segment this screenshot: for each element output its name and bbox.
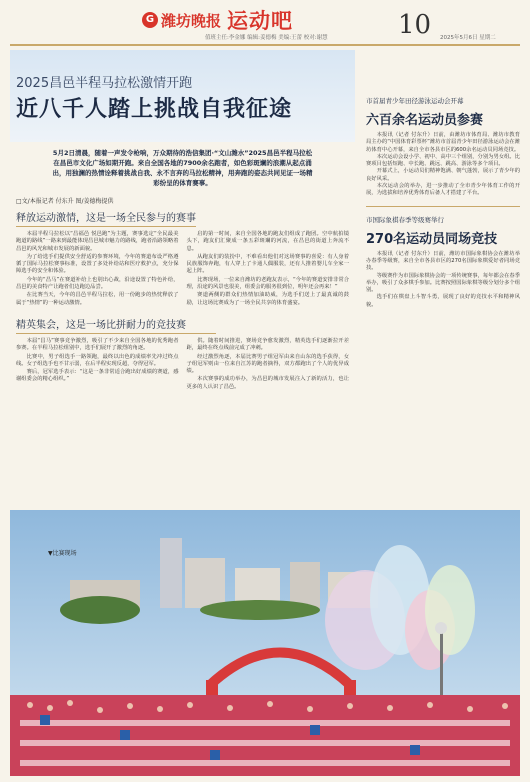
paragraph: 启的第一时间，来自全国各地的跑友们组成了跑团。空中航拍镜头下，跑友们汇聚成一条五彩斑斓的河流，在昌邑的街道上奔流不息。 — [186, 231, 349, 252]
issue-date: 2025年5月6日 星期二 — [440, 35, 496, 41]
paragraph: 选手们在棋盘上斗智斗勇，展现了良好的竞技水平和精神风貌。 — [366, 294, 520, 308]
paragraph: 为了给选手们提供安全舒适的参赛环境，今年的赛道布设严格遵循了国际马拉松赛事标准，设置了多处补给站和医疗救护点，充分保障选手的安全和体验。 — [16, 253, 179, 275]
paragraph: 本报讯（记者 付东升）日前，由潍坊市体育局、潍坊市教育局主办的“中国体育彩票杯”潍坊市首届青少年田径游泳运动会在潍坊体育中心开幕，来自全市各县市区的600余名运动员同场竞技。 — [366, 132, 520, 153]
paragraph: 赛后，冠军选手表示：“这是一条非常适合跑出好成绩的赛道，感谢组委会的精心组织。” — [16, 369, 179, 383]
side-article-1 — [366, 96, 520, 198]
paragraph: 本届“昌马”赛事竞争激烈，吸引了不少来自全国各地的优秀跑者参赛。在半程马拉松组别中，选手们展开了激烈的角逐。 — [16, 337, 179, 352]
paragraph: 比赛中，男子组选手一路领跑，最终以出色的成绩率先冲过终点线。女子组选手也不甘示弱，在后半程实现反超，夺得冠军。 — [16, 353, 179, 367]
article-byline: □文/本报记者 付东升 图/姜德梅提供 — [16, 198, 114, 205]
paragraph: 从跑友们的装扮中，不难看出他们对这场赛事的喜爱：有人身着民族服饰奔跑，有人穿上了卡通人偶服装，还有人推着婴儿车全家一起上阵。 — [186, 253, 349, 275]
paragraph: 本次运动会的举办，进一步推动了全市青少年体育工作的开展，为选拔和培养优秀体育后备人才搭建了平台。 — [366, 183, 520, 197]
paragraph: 本次赛事的成功举办，为昌邑的城市发展注入了新的活力，也让更多的人认识了昌邑。 — [186, 376, 349, 390]
masthead — [0, 0, 530, 41]
section-subhead-2: 精英集会，这是一场比拼耐力的竞技赛 — [16, 316, 216, 334]
paragraph: 赛道两侧的群众们热情加油助威，为选手们送上了最真诚的鼓励，让这场比赛成为了一场全民共享的体育盛宴。 — [186, 292, 349, 306]
article-column — [187, 338, 350, 392]
article-columns-2 — [16, 338, 349, 392]
paper-logo — [142, 5, 293, 35]
paragraph: 比赛现场，一位来自潍坊的老跑友表示，“今年的赛道安排非常合理，沿途的风景也很美，组委会的服务很到位，明年还会再来！” — [186, 276, 349, 291]
article-lead: 5月2日清晨，随着一声发令枪响，万众期待的浩信集团·“文山潍水”2025昌邑半程马拉松在昌邑市文化广场如期开跑。来自全国各地的7900余名跑者，如色彩斑斓的浪潮从起点涌出，用独澜的热情诠释着挑战自我、永不言弃的马拉松精神，用奔跑的姿态共同见证一场精彩纷呈的体育赛事。 — [52, 149, 313, 187]
paragraph: 在比赛当天，今年的昌邑半程马拉松，用一份跑步的热忱释放了属于“热情”的一种运动激情。 — [16, 292, 179, 306]
photo-caption: ▼比赛现场 — [48, 550, 77, 557]
side-body — [366, 132, 520, 198]
paragraph: 等级赛作为市国际象棋协会的一项传统赛事，每年都会在春季举办，吸引了众多棋手参加。比赛按照国际象棋等级分划分多个组别。 — [366, 272, 520, 294]
paragraph: 开幕式上，小运动员们精神饱满、朝气蓬勃，展示了青少年的良好风采。 — [366, 168, 520, 182]
paper-name: 潍坊晚报 — [161, 11, 222, 30]
side-divider — [366, 206, 520, 207]
race-photo-illustration — [10, 510, 520, 776]
article-columns-1 — [16, 231, 349, 308]
article-column — [16, 338, 179, 392]
side-headline: 270名运动员同场竞技 — [366, 231, 498, 247]
headline-banner — [10, 50, 355, 142]
page-number: 10 — [398, 10, 432, 40]
side-article-2 — [366, 215, 520, 309]
paragraph: 经过激烈角逐，本届比赛男子组冠军由来自山东的选手获得，女子组冠军则由一位来自江苏的跑者摘得，双方都跑出了个人的优异成绩。 — [186, 353, 349, 375]
side-body — [366, 251, 520, 309]
paper-logo-badge-icon: G — [142, 12, 158, 28]
header-divider — [10, 44, 520, 46]
paragraph: 本届半程马拉松以“昌福邑 悦邑跑”为主题，赛事选定“全民最美跑道的路线”一路来到最能体现昌邑城市魅力的路线，跑者沿路领略着昌邑的风光和城市发展的新面貌。 — [16, 231, 179, 252]
race-photo — [10, 510, 520, 776]
section-title: 运动吧 — [227, 8, 294, 33]
paragraph: 本报讯（记者 付东升）日前，潍坊市国际象棋协会在潍坊举办春季等级赛，来自全市各县市区的270名国际象棋爱好者同场竞技。 — [366, 250, 520, 272]
section-subhead-1: 释放运动激情，这是一场全民参与的赛事 — [16, 209, 196, 227]
main-article — [10, 50, 355, 392]
article-column — [16, 231, 179, 308]
paragraph: 本次运动会设小学、初中、高中三个组别，分别为男女组。比赛项目包括短跑、中长跑、跳远、跳高、游泳等多个项目。 — [366, 153, 520, 168]
editor-credits: 值班主任:李金娜 编辑:姜德梅 美编:王蕾 校对:谢慧 — [205, 35, 328, 41]
sidebar-articles — [366, 96, 520, 309]
side-headline: 六百余名运动员参赛 — [366, 113, 484, 128]
paragraph: 供。随着时间推进，赛场竞争愈发激烈，精英选手们逐渐拉开差距，最终在终点线前完成了冲刺。 — [186, 337, 349, 352]
article-kicker: 2025昌邑半程马拉松激情开跑 — [16, 76, 193, 91]
side-kicker: 市国际象棋春季等级赛举行 — [366, 215, 444, 224]
article-column — [187, 231, 350, 308]
article-headline: 近八千人踏上挑战自我征途 — [16, 97, 293, 122]
side-kicker: 市首届青少年田径游泳运动会开幕 — [366, 97, 464, 105]
paragraph: 今年的“昌马”在赛道补给上也别出心裁，沿途设置了特色补给，昌邑的美食特产让跑者们边跑边品尝。 — [16, 276, 179, 291]
